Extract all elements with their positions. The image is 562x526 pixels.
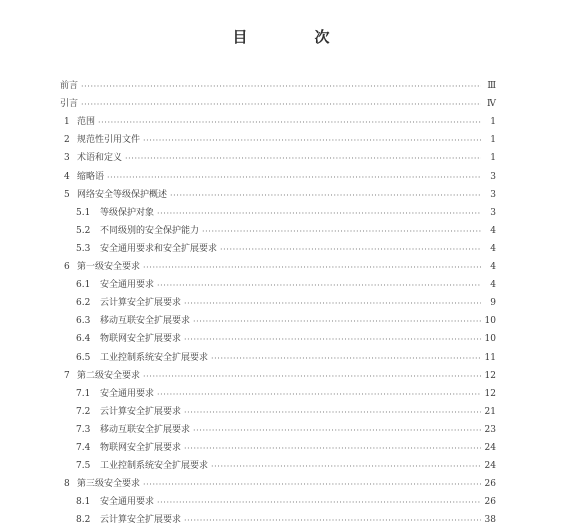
toc-entry-label: 物联网安全扩展要求 xyxy=(100,442,182,453)
toc-entry-page: 4 xyxy=(490,225,496,236)
toc-entry-label: 云计算安全扩展要求 xyxy=(100,298,182,309)
toc-entry-page: 10 xyxy=(484,316,496,327)
toc-entry-page: 1 xyxy=(490,135,496,146)
toc-entry-number: 6.1 xyxy=(76,280,91,291)
toc-leader-dots xyxy=(157,497,481,508)
toc-entry-number: 6.2 xyxy=(76,298,91,309)
toc-entry-number: 5.2 xyxy=(76,225,91,236)
toc-entry-label: 移动互联安全扩展要求 xyxy=(100,316,191,327)
toc-entry-label: 引言 xyxy=(60,99,79,110)
toc-entry[interactable] xyxy=(60,255,496,273)
toc-entry[interactable] xyxy=(60,364,496,382)
toc-entry[interactable] xyxy=(60,183,496,201)
toc-entry-label: 等级保护对象 xyxy=(100,207,155,218)
toc-entry-label: 移动互联安全扩展要求 xyxy=(100,424,191,435)
toc-entry-number: 2 xyxy=(64,135,70,146)
toc-entry[interactable] xyxy=(60,508,496,526)
toc-entry[interactable] xyxy=(60,418,496,436)
toc-leader-dots xyxy=(184,407,481,418)
toc-leader-dots xyxy=(107,172,481,183)
toc-entry-label: 前言 xyxy=(60,81,79,92)
toc-entry-number: 8.2 xyxy=(76,515,91,526)
toc-entry[interactable] xyxy=(60,291,496,309)
toc-entry[interactable] xyxy=(60,201,496,219)
page-title: 目 次 xyxy=(232,28,356,46)
toc-leader-dots xyxy=(157,389,481,400)
toc-leader-dots xyxy=(193,316,481,327)
toc-entry[interactable] xyxy=(60,345,496,363)
toc-leader-dots xyxy=(143,371,481,382)
toc-leader-dots xyxy=(184,443,481,454)
toc-entry-number: 8 xyxy=(64,479,70,490)
toc-entry[interactable] xyxy=(60,74,496,92)
toc-entry-page: 4 xyxy=(490,262,496,273)
toc-entry-page: 10 xyxy=(484,334,496,345)
toc-entry-number: 7.5 xyxy=(76,461,91,472)
toc-leader-dots xyxy=(220,244,481,255)
toc-entry-page: 26 xyxy=(484,479,496,490)
toc-entry-number: 6 xyxy=(64,262,70,273)
toc-entry[interactable] xyxy=(60,382,496,400)
toc-entry-label: 第三级安全要求 xyxy=(77,479,141,490)
toc-entry-page: 38 xyxy=(484,515,496,526)
toc-entry-page: 23 xyxy=(484,424,496,435)
toc-entry[interactable] xyxy=(60,327,496,345)
toc-entry-number: 6.5 xyxy=(76,352,91,363)
toc-entry[interactable] xyxy=(60,400,496,418)
toc-entry[interactable] xyxy=(60,110,496,128)
toc-entry[interactable] xyxy=(60,164,496,182)
toc-entry[interactable] xyxy=(60,309,496,327)
toc-entry-page: 1 xyxy=(490,117,496,128)
toc-entry-number: 8.1 xyxy=(76,497,91,508)
toc-entry-page: 24 xyxy=(484,461,496,472)
toc-leader-dots xyxy=(211,461,481,472)
toc-entry-number: 7.3 xyxy=(76,424,91,435)
toc-entry-label: 安全通用要求和安全扩展要求 xyxy=(100,243,218,254)
toc-entry[interactable] xyxy=(60,472,496,490)
toc-entry-page: 4 xyxy=(490,280,496,291)
toc-entry-label: 安全通用要求 xyxy=(100,388,155,399)
toc-entry[interactable] xyxy=(60,219,496,237)
toc-leader-dots xyxy=(143,135,481,146)
toc-leader-dots xyxy=(184,334,481,345)
toc-entry-label: 不同级别的安全保护能力 xyxy=(100,225,200,236)
toc-entry-label: 缩略语 xyxy=(77,171,105,182)
toc-entry[interactable] xyxy=(60,490,496,508)
toc-entry-label: 范围 xyxy=(77,117,96,128)
toc-entry-number: 7.4 xyxy=(76,442,91,453)
toc-entry-number: 5.1 xyxy=(76,207,91,218)
toc-entry[interactable] xyxy=(60,92,496,110)
toc-entry[interactable] xyxy=(60,273,496,291)
toc-entry-page: 4 xyxy=(490,243,496,254)
toc-entry-page: Ⅲ xyxy=(487,81,496,92)
toc-entry[interactable] xyxy=(60,128,496,146)
toc-entry-page: 11 xyxy=(484,352,496,363)
toc-leader-dots xyxy=(202,226,481,237)
toc-entry[interactable] xyxy=(60,237,496,255)
toc-entry-number: 6.4 xyxy=(76,334,91,345)
toc-entry-page: 12 xyxy=(484,370,496,381)
toc-leader-dots xyxy=(193,425,481,436)
toc-entry-label: 安全通用要求 xyxy=(100,497,155,508)
toc-entry-label: 物联网安全扩展要求 xyxy=(100,334,182,345)
toc-entry-page: Ⅳ xyxy=(487,99,496,110)
toc-leader-dots xyxy=(184,298,481,309)
toc-entry-label: 云计算安全扩展要求 xyxy=(100,406,182,417)
toc-entry-number: 1 xyxy=(64,117,70,128)
table-of-contents xyxy=(60,74,496,526)
toc-leader-dots xyxy=(143,479,481,490)
toc-entry-number: 4 xyxy=(64,171,70,182)
toc-leader-dots xyxy=(157,280,481,291)
toc-leader-dots xyxy=(81,99,481,110)
toc-entry-page: 3 xyxy=(490,171,496,182)
toc-entry-label: 第一级安全要求 xyxy=(77,262,141,273)
toc-entry-page: 21 xyxy=(484,406,496,417)
toc-entry-page: 12 xyxy=(484,388,496,399)
toc-entry-label: 工业控制系统安全扩展要求 xyxy=(100,352,209,363)
toc-entry-number: 6.3 xyxy=(76,316,91,327)
toc-leader-dots xyxy=(211,353,481,364)
toc-entry-label: 安全通用要求 xyxy=(100,280,155,291)
toc-entry-page: 26 xyxy=(484,497,496,508)
toc-entry[interactable] xyxy=(60,454,496,472)
toc-entry-page: 1 xyxy=(490,153,496,164)
toc-leader-dots xyxy=(125,153,481,164)
toc-entry-page: 3 xyxy=(490,207,496,218)
toc-entry-page: 3 xyxy=(490,189,496,200)
toc-leader-dots xyxy=(81,81,481,92)
toc-leader-dots xyxy=(157,208,481,219)
toc-leader-dots xyxy=(143,262,481,273)
toc-entry-number: 5.3 xyxy=(76,243,91,254)
toc-entry-label: 规范性引用文件 xyxy=(77,135,141,146)
toc-entry-number: 5 xyxy=(64,189,70,200)
toc-entry-label: 网络安全等级保护概述 xyxy=(77,189,168,200)
toc-entry[interactable] xyxy=(60,436,496,454)
toc-entry-page: 9 xyxy=(490,298,496,309)
toc-entry-number: 7 xyxy=(64,370,70,381)
toc-leader-dots xyxy=(170,190,481,201)
toc-entry-label: 工业控制系统安全扩展要求 xyxy=(100,461,209,472)
toc-entry-number: 3 xyxy=(64,153,70,164)
toc-entry-page: 24 xyxy=(484,442,496,453)
toc-entry-number: 7.1 xyxy=(76,388,91,399)
toc-entry-label: 术语和定义 xyxy=(77,153,123,164)
toc-leader-dots xyxy=(184,515,481,526)
toc-entry-label: 第二级安全要求 xyxy=(77,370,141,381)
toc-leader-dots xyxy=(98,117,481,128)
toc-entry-number: 7.2 xyxy=(76,406,91,417)
toc-entry-label: 云计算安全扩展要求 xyxy=(100,515,182,526)
toc-entry[interactable] xyxy=(60,146,496,164)
